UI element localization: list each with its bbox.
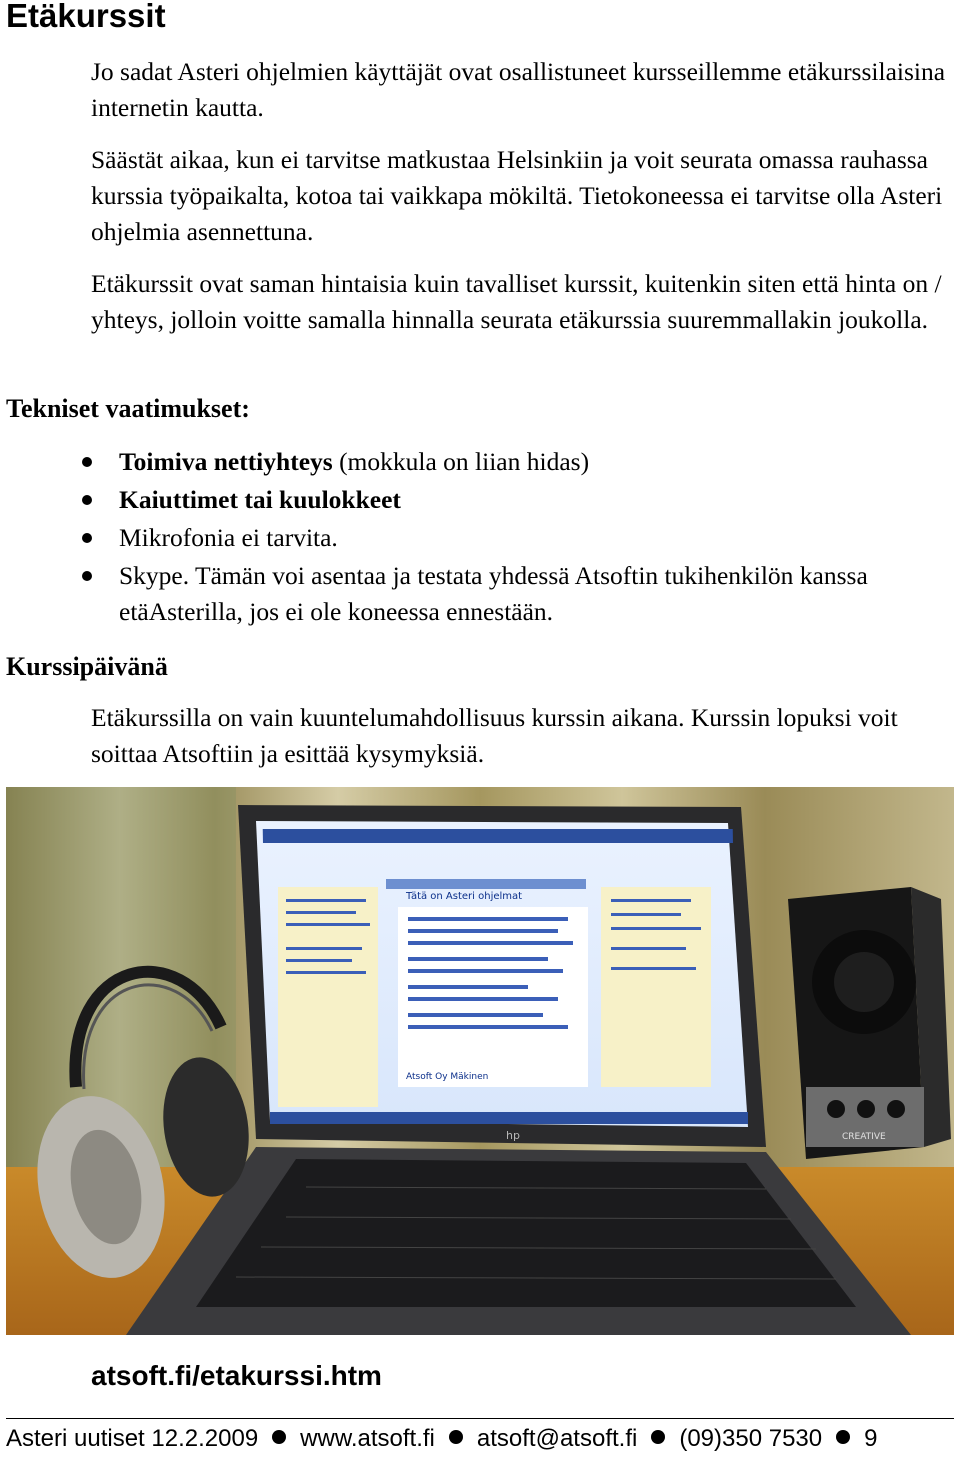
bullet-separator-icon [836, 1430, 850, 1444]
bullet-icon [82, 495, 92, 505]
page-title: Etäkurssit [6, 0, 166, 34]
list-item [80, 558, 955, 630]
laptop-photo [6, 787, 954, 1335]
bullet-icon [82, 533, 92, 543]
list-item [80, 520, 955, 556]
bullet-separator-icon [651, 1430, 665, 1444]
footer-phone: (09)350 7530 [679, 1425, 823, 1452]
tech-requirements-heading: Tekniset vaatimukset: [6, 394, 250, 423]
laptop-photo-illustration [6, 787, 954, 1335]
course-day-paragraph: Etäkurssilla on vain kuuntelumahdollisuus kurssin aikana. Kurssin lopuksi voit soittaa Atsoftiin ja esittää kysymyksiä. [91, 703, 898, 768]
list-item [80, 444, 955, 480]
footer-website: www.atsoft.fi [300, 1425, 435, 1452]
laptop-brand-text: hp [506, 1129, 520, 1142]
bullet-separator-icon [449, 1430, 463, 1444]
pricing-paragraph: Etäkurssit ovat saman hintaisia kuin tavalliset kurssit, kuitenkin siten että hinta on / yhteys, jolloin voitte samalla hinnalla seurata etäkurssia suuremmallakin joukolla. [91, 269, 942, 334]
requirement-microphone: Mikrofonia ei tarvita. [119, 523, 338, 552]
screen-footer-text: Atsoft Oy Mäkinen [406, 1072, 489, 1082]
footer-issue: Asteri uutiset 12.2.2009 [6, 1425, 259, 1452]
requirement-audio: Kaiuttimet tai kuulokkeet [119, 485, 401, 514]
course-day-heading: Kurssipäivänä [6, 652, 168, 681]
requirement-skype: Skype. Tämän voi asentaa ja testata yhdessä Atsoftin tukihenkilön kanssa etäAsterilla, jos ei ole koneessa ennestään. [119, 561, 868, 626]
list-item [80, 482, 955, 518]
course-url: atsoft.fi/etakurssi.htm [91, 1360, 382, 1391]
footer-email: atsoft@atsoft.fi [476, 1425, 638, 1452]
bullet-icon [82, 457, 92, 467]
bullet-separator-icon [272, 1430, 286, 1444]
requirements-list [80, 444, 955, 632]
page-footer [6, 1418, 954, 1455]
time-saving-paragraph: Säästät aikaa, kun ei tarvitse matkustaa Helsinkiin ja voit seurata omassa rauhassa kurssia työpaikalta, kotoa tai vaikkapa mökiltä. Tietokoneessa ei tarvitse olla Asteri ohjelmia asennettuna. [91, 145, 943, 246]
speaker-brand-text: CREATIVE [842, 1132, 886, 1142]
screen-title-text: Tätä on Asteri ohjelmat [406, 891, 523, 902]
intro-paragraph: Jo sadat Asteri ohjelmien käyttäjät ovat osallistuneet kursseillemme etäkurssilaisina internetin kautta. [91, 57, 946, 122]
requirement-internet: Toimiva nettiyhteys [119, 447, 333, 476]
footer-page-number: 9 [864, 1425, 878, 1452]
bullet-icon [82, 571, 92, 581]
requirement-internet-note: (mokkula on liian hidas) [332, 447, 590, 476]
